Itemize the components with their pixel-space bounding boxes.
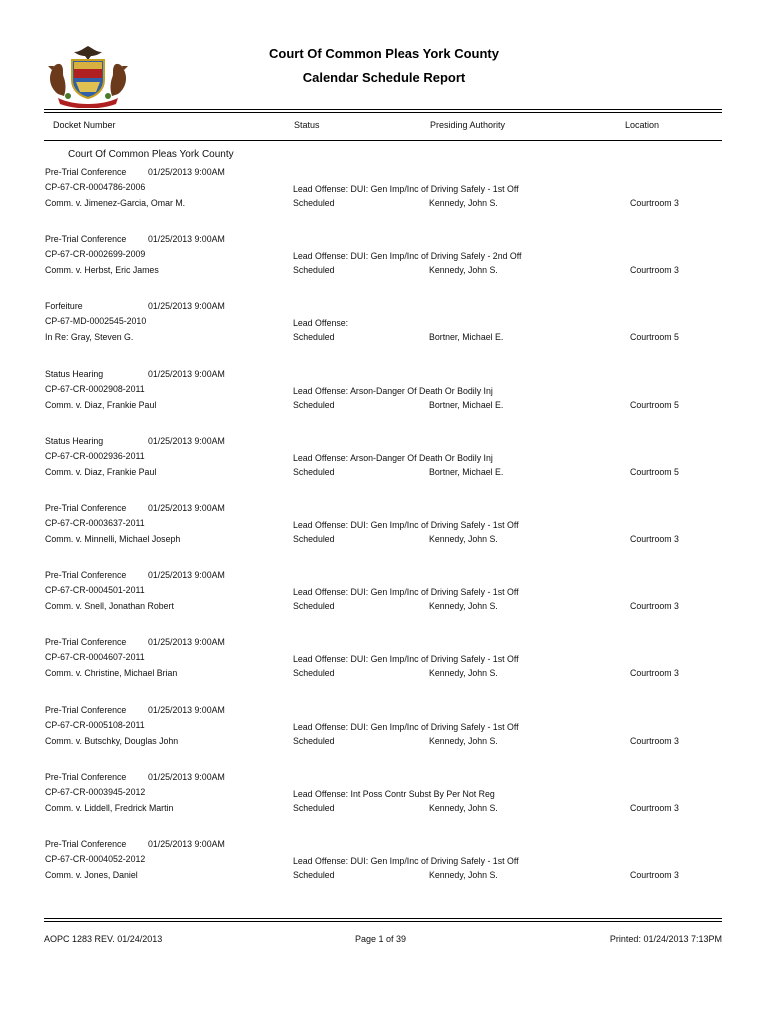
entry-location: Courtroom 3 <box>630 265 679 276</box>
entry-docket-number: CP-67-MD-0002545-2010 <box>45 316 147 327</box>
entry-presiding-authority: Bortner, Michael E. <box>429 332 504 343</box>
entry-case-caption: Comm. v. Diaz, Frankie Paul <box>45 399 157 410</box>
schedule-entry <box>0 369 768 419</box>
entry-case-caption: Comm. v. Butschky, Douglas John <box>45 735 179 746</box>
schedule-entry <box>0 301 768 351</box>
entry-presiding-authority: Kennedy, John S. <box>429 265 498 276</box>
report-subtitle: Calendar Schedule Report <box>302 70 466 85</box>
entry-lead-offense: Lead Offense: Int Poss Contr Subst By Per Not Reg <box>293 788 495 799</box>
schedule-entry <box>0 705 768 755</box>
entry-status: Scheduled <box>293 735 335 746</box>
entry-lead-offense: Lead Offense: DUI: Gen Imp/Inc of Driving Safely - 1st Off <box>293 654 519 665</box>
entry-case-caption: Comm. v. Snell, Jonathan Robert <box>45 601 174 612</box>
entry-docket-number: CP-67-CR-0004786-2006 <box>45 182 146 192</box>
entry-location: Courtroom 3 <box>630 735 679 746</box>
entry-datetime: 01/25/2013 9:00AM <box>148 503 225 513</box>
entry-lead-offense: Lead Offense: Arson-Danger Of Death Or Bodily Inj <box>293 385 493 396</box>
footer-rule-top <box>44 918 722 919</box>
entry-presiding-authority: Kennedy, John S. <box>429 870 498 880</box>
entry-presiding-authority: Kennedy, John S. <box>429 735 498 746</box>
entry-event-type: Pre-Trial Conference <box>45 839 127 849</box>
entry-datetime: 01/25/2013 9:00AM <box>148 368 225 379</box>
entry-presiding-authority: Bortner, Michael E. <box>429 466 504 477</box>
entry-datetime: 01/25/2013 9:00AM <box>148 301 225 312</box>
footer-form-number: AOPC 1283 REV. 01/24/2013 <box>44 934 163 944</box>
entry-case-caption: Comm. v. Minnelli, Michael Joseph <box>45 534 181 544</box>
column-header-status: Status <box>294 120 320 130</box>
entry-event-type: Pre-Trial Conference <box>45 704 127 715</box>
entry-datetime: 01/25/2013 9:00AM <box>148 435 225 446</box>
schedule-entry <box>0 503 768 553</box>
entry-case-caption: Comm. v. Herbst, Eric James <box>45 265 159 276</box>
entry-status: Scheduled <box>293 870 335 880</box>
entry-presiding-authority: Kennedy, John S. <box>429 601 498 612</box>
footer-rule-bottom <box>44 921 722 922</box>
entry-event-type: Pre-Trial Conference <box>45 771 127 782</box>
entry-location: Courtroom 3 <box>630 534 679 544</box>
schedule-entry <box>0 772 768 822</box>
schedule-entry <box>0 637 768 687</box>
entry-event-type: Status Hearing <box>45 435 104 446</box>
entry-event-type: Pre-Trial Conference <box>45 570 127 581</box>
footer-printed-date: Printed: 01/24/2013 7:13PM <box>609 934 722 944</box>
entry-presiding-authority: Kennedy, John S. <box>429 802 498 813</box>
entry-location: Courtroom 5 <box>630 466 679 477</box>
entry-lead-offense: Lead Offense: DUI: Gen Imp/Inc of Driving Safely - 1st Off <box>293 184 519 194</box>
entry-case-caption: Comm. v. Jones, Daniel <box>45 870 138 880</box>
section-title: Court Of Common Pleas York County <box>68 149 234 160</box>
entry-lead-offense: Lead Offense: Arson-Danger Of Death Or Bodily Inj <box>293 452 493 463</box>
entry-docket-number: CP-67-CR-0002908-2011 <box>45 383 145 394</box>
entry-datetime: 01/25/2013 9:00AM <box>148 570 225 581</box>
entry-status: Scheduled <box>293 198 335 208</box>
entry-lead-offense: Lead Offense: DUI: Gen Imp/Inc of Driving Safely - 1st Off <box>293 520 519 530</box>
entry-event-type: Forfeiture <box>45 301 83 312</box>
entry-presiding-authority: Kennedy, John S. <box>429 534 498 544</box>
entry-case-caption: Comm. v. Christine, Michael Brian <box>45 668 178 679</box>
entry-lead-offense: Lead Offense: DUI: Gen Imp/Inc of Driving Safely - 1st Off <box>293 721 519 732</box>
schedule-entry <box>0 234 768 284</box>
entry-location: Courtroom 3 <box>630 601 679 612</box>
entry-datetime: 01/25/2013 9:00AM <box>148 704 225 715</box>
entry-datetime: 01/25/2013 9:00AM <box>148 839 225 849</box>
entry-docket-number: CP-67-CR-0004052-2012 <box>45 854 146 864</box>
entry-docket-number: CP-67-CR-0005108-2011 <box>45 719 145 730</box>
entry-lead-offense: Lead Offense: DUI: Gen Imp/Inc of Driving Safely - 1st Off <box>293 856 519 866</box>
entry-docket-number: CP-67-CR-0002936-2011 <box>45 450 145 461</box>
entry-location: Courtroom 3 <box>630 802 679 813</box>
entry-docket-number: CP-67-CR-0004607-2011 <box>45 652 145 663</box>
header-rule-top-2 <box>44 112 722 113</box>
entry-presiding-authority: Kennedy, John S. <box>429 198 498 208</box>
entry-datetime: 01/25/2013 9:00AM <box>148 234 225 245</box>
entry-docket-number: CP-67-CR-0003637-2011 <box>45 518 145 528</box>
entry-presiding-authority: Bortner, Michael E. <box>429 399 504 410</box>
entry-event-type: Pre-Trial Conference <box>45 234 127 245</box>
schedule-entry <box>0 570 768 620</box>
entry-datetime: 01/25/2013 9:00AM <box>148 637 225 648</box>
footer-page-number: Page 1 of 39 <box>355 934 407 944</box>
entry-location: Courtroom 5 <box>630 399 679 410</box>
column-header-docket: Docket Number <box>53 120 116 130</box>
entry-case-caption: Comm. v. Liddell, Fredrick Martin <box>45 802 174 813</box>
column-header-location: Location <box>625 120 660 130</box>
schedule-entry <box>0 839 768 889</box>
schedule-entry <box>0 436 768 486</box>
entry-event-type: Status Hearing <box>45 368 104 379</box>
entry-status: Scheduled <box>293 601 335 612</box>
entry-docket-number: CP-67-CR-0003945-2012 <box>45 786 146 797</box>
entry-docket-number: CP-67-CR-0004501-2011 <box>45 585 145 596</box>
entry-event-type: Pre-Trial Conference <box>45 637 127 648</box>
entry-lead-offense: Lead Offense: <box>293 318 349 329</box>
entry-location: Courtroom 3 <box>630 668 679 679</box>
entry-event-type: Pre-Trial Conference <box>45 167 127 177</box>
entry-status: Scheduled <box>293 332 335 343</box>
entry-status: Scheduled <box>293 466 335 477</box>
entry-case-caption: Comm. v. Jimenez-Garcia, Omar M. <box>45 198 186 208</box>
entry-lead-offense: Lead Offense: DUI: Gen Imp/Inc of Driving Safely - 2nd Off <box>293 251 522 262</box>
entry-docket-number: CP-67-CR-0002699-2009 <box>45 249 146 260</box>
schedule-entry <box>0 167 768 217</box>
entry-location: Courtroom 3 <box>630 870 679 880</box>
report-title: Court Of Common Pleas York County <box>269 46 499 61</box>
entry-status: Scheduled <box>293 534 335 544</box>
entry-status: Scheduled <box>293 399 335 410</box>
entry-status: Scheduled <box>293 802 335 813</box>
entry-location: Courtroom 5 <box>630 332 679 343</box>
entry-case-caption: Comm. v. Diaz, Frankie Paul <box>45 466 157 477</box>
entry-presiding-authority: Kennedy, John S. <box>429 668 498 679</box>
entry-case-caption: In Re: Gray, Steven G. <box>45 332 134 343</box>
entry-datetime: 01/25/2013 9:00AM <box>148 771 225 782</box>
entry-lead-offense: Lead Offense: DUI: Gen Imp/Inc of Driving Safely - 1st Off <box>293 587 519 598</box>
entry-location: Courtroom 3 <box>630 198 679 208</box>
entry-datetime: 01/25/2013 9:00AM <box>148 167 225 177</box>
entry-event-type: Pre-Trial Conference <box>45 503 127 513</box>
entry-status: Scheduled <box>293 668 335 679</box>
column-header-authority: Presiding Authority <box>430 120 506 130</box>
header-rule-top <box>44 109 722 110</box>
entry-status: Scheduled <box>293 265 335 276</box>
header-rule-bottom <box>44 140 722 141</box>
